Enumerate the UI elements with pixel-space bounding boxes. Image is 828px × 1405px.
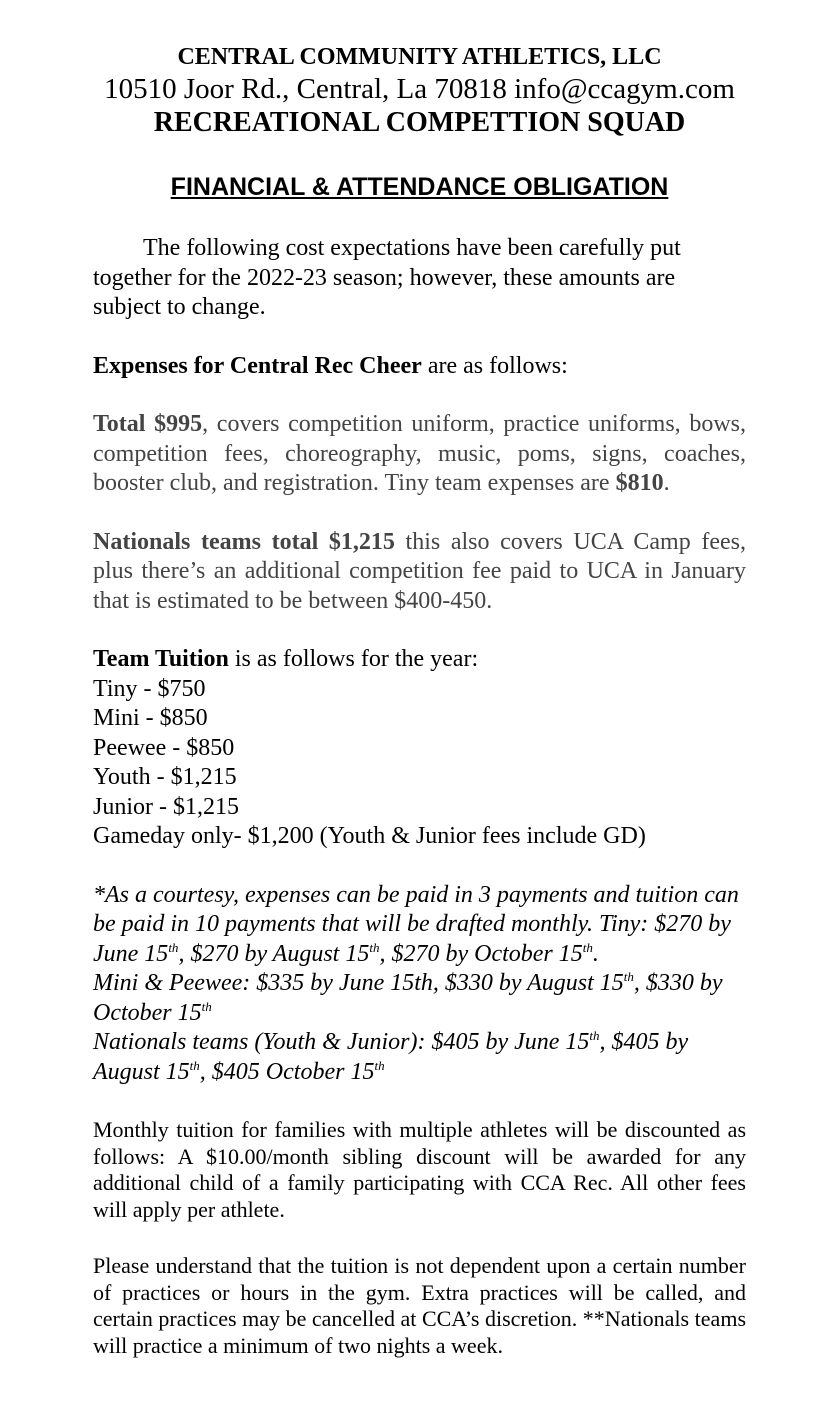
courtesy-text: , $405 by August 15 [93,1029,689,1085]
courtesy-text: Mini & Peewee: $335 by June 15th, $330 by August 15 [93,970,624,996]
squad-title: RECREATIONAL COMPETTION SQUAD [153,107,686,138]
organization-name: CENTRAL COMMUNITY ATHLETICS, LLC [177,44,662,70]
ordinal-suffix: th [168,939,179,955]
ordinal-suffix: th [589,1028,600,1043]
courtesy-text: , $330 by October 15 [93,970,723,1026]
tiny-payment-schedule [93,881,746,970]
expenses-heading-rest: are as follows: [421,352,568,379]
practice-policy-paragraph: Please understand that the tuition is not dependent upon a certain number of practices or hours in the gym. Extra practices will be called, and certain practices may be cancelled at CCA’s discretion. **Nationals teams will practice a minimum of two nights a week. [93,1253,746,1358]
total-expenses-paragraph [93,410,746,499]
courtesy-text: *As a courtesy, expenses can be paid in 3 payments and tuition can be paid in 10 payments that will be drafted monthly. Tiny: $270 by June 15 [93,881,739,967]
list-item: Gameday only- $1,200 (Youth & Junior fees include GD) [93,823,646,849]
nationals-total: Nationals teams total $1,215 [93,528,395,555]
tuition-heading-rest: is as follows for the year: [228,646,479,672]
list-item: Youth - $1,215 [93,764,237,790]
ordinal-suffix: th [582,939,593,955]
courtesy-text: Nationals teams (Youth & Junior): $405 by June 15 [93,1029,590,1055]
mini-peewee-payment-schedule [93,969,746,1028]
courtesy-text: , $270 by August 15 [178,940,370,967]
sibling-discount-paragraph: Monthly tuition for families with multiple athletes will be discounted as follows: A $10.00/month sibling discount will be awarded for any additional child of a family participating with CCA Rec. All other fees will apply per athlete. [93,1117,746,1222]
ordinal-suffix: th [374,1057,385,1073]
document-title: FINANCIAL & ATTENDANCE OBLIGATION [170,173,669,201]
list-item: Mini - $850 [93,705,208,731]
tuition-heading [93,645,746,675]
ordinal-suffix: th [189,1057,200,1073]
nationals-paragraph [93,528,746,617]
courtesy-payment-note [93,881,746,1088]
courtesy-text: , $270 by October 15 [379,940,583,967]
tiny-expense-amount: $810 [615,470,664,496]
total-end: . [663,470,670,496]
tuition-list [93,675,746,852]
expenses-heading-bold: Expenses for Central Rec Cheer [93,352,422,379]
nationals-description: this also covers UCA Camp fees, plus there’s an additional competition fee paid to UCA in January that is estimated to be between $400-450. [93,528,746,614]
intro-paragraph: The following cost expectations have been carefully put together for the 2022-23 season; however, these amounts are subject to change. [93,235,681,320]
nationals-payment-schedule [93,1028,746,1087]
ordinal-suffix: th [369,939,380,955]
ordinal-suffix: th [623,969,634,984]
letterhead [93,42,746,202]
ordinal-suffix: th [201,998,212,1014]
list-item: Tiny - $750 [93,675,206,702]
total-amount: Total $995 [93,411,203,437]
organization-address: 10510 Joor Rd., Central, La 70818 info@ccagym.com [104,73,735,105]
expenses-heading [93,352,746,382]
tuition-heading-bold: Team Tuition [93,646,229,672]
courtesy-text: , $405 October 15 [199,1058,375,1085]
courtesy-text: . [592,940,599,967]
list-item: Junior - $1,215 [93,793,239,820]
total-description: , covers competition uniform, practice uniforms, bows, competition fees, choreography, music, poms, signs, coaches, booster club, and registration. Tiny team expenses are [93,411,747,496]
list-item: Peewee - $850 [93,734,235,761]
